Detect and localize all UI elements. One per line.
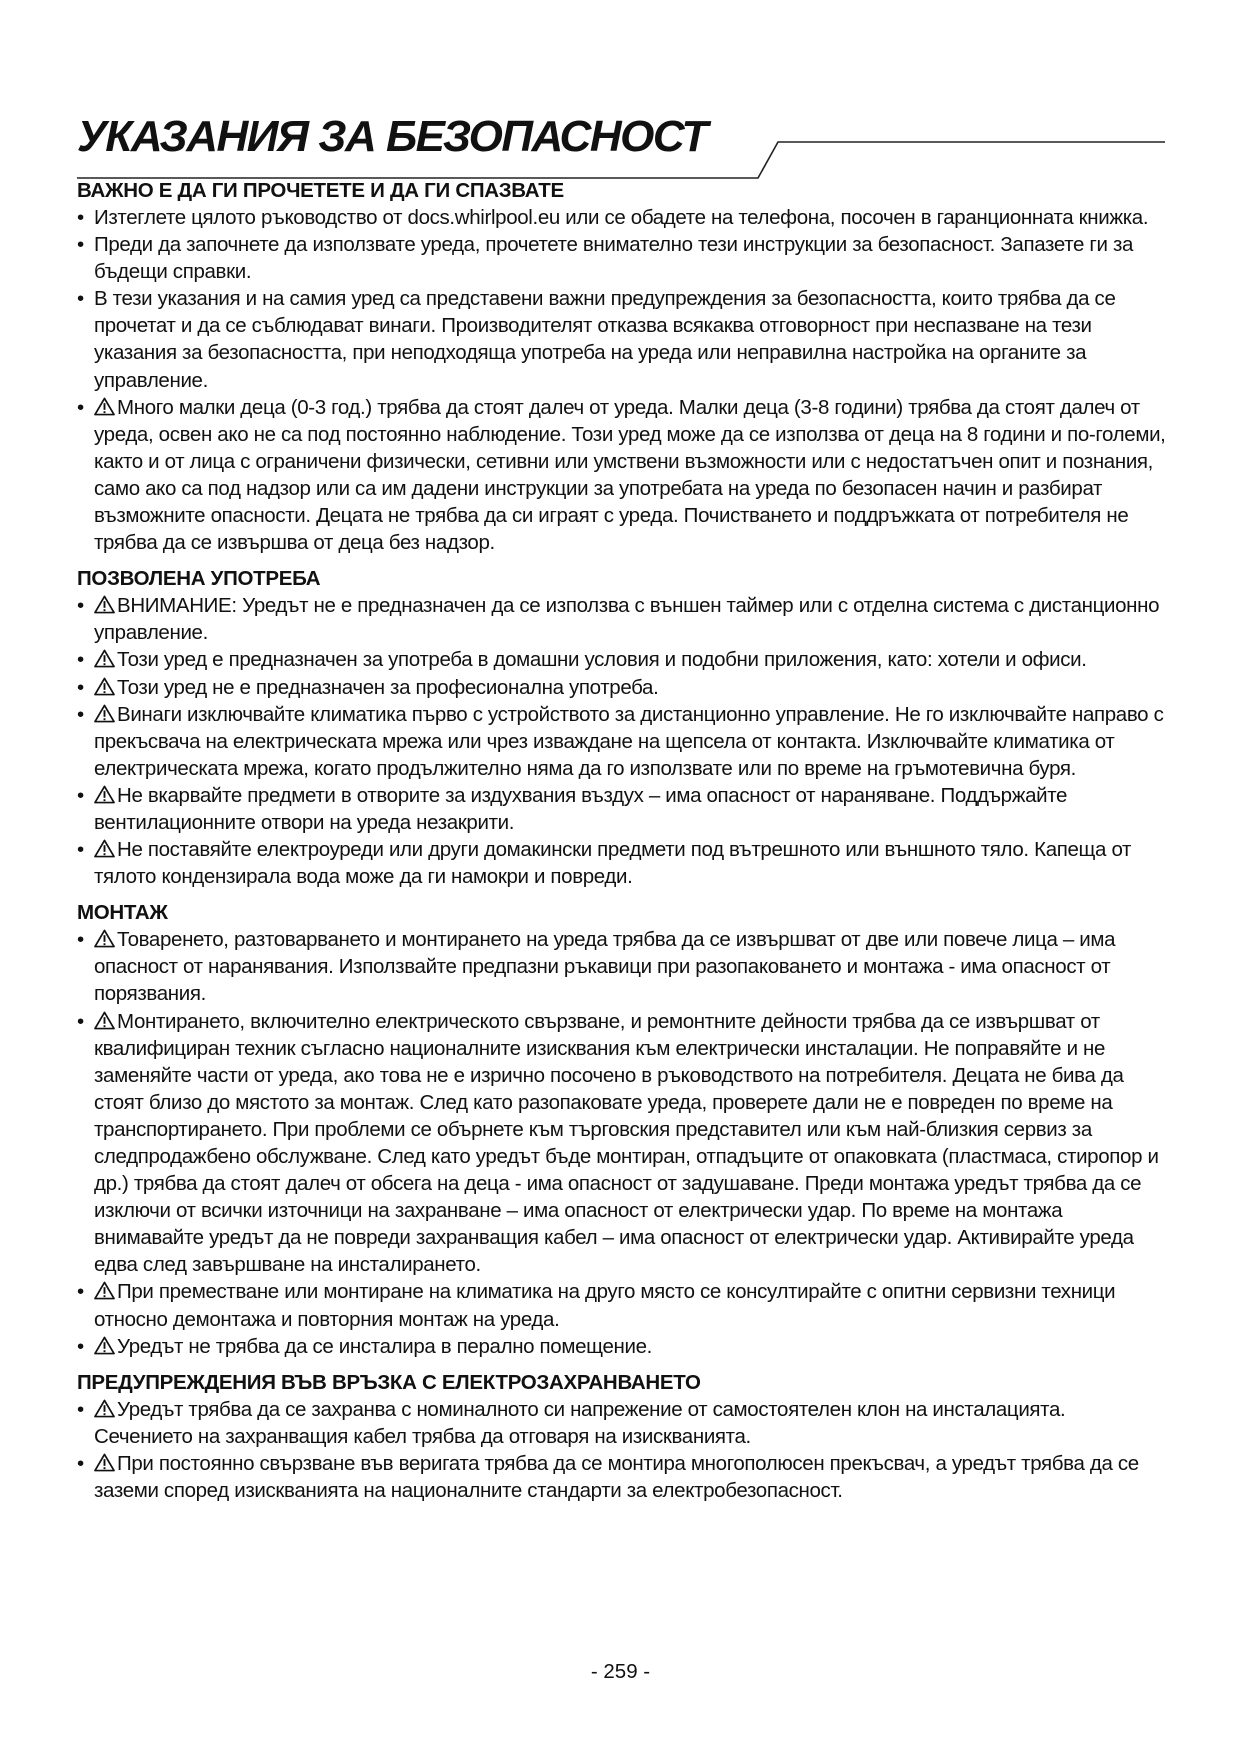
list-item-text: Този уред не е предназначен за професионална употреба. [117,675,659,699]
list-item-text: Изтеглете цялото ръководство от docs.whirlpool.eu или се обадете на телефона, посочен в гаранционната книжка. [94,206,1149,229]
page-number: - 259 - [590,1660,651,1683]
title-underline-decoration [0,0,1241,200]
list-item-text: Уредът не трябва да се инсталира в перално помещение. [117,1334,652,1358]
bullet: • [77,206,84,229]
bullet: • [77,1451,84,1475]
list-item [77,394,1172,557]
bullet: • [77,783,84,807]
warning-triangle-icon [94,784,115,803]
bullet: • [77,395,84,419]
bullet: • [77,1334,84,1358]
list-item [77,285,1172,393]
warning-triangle-icon [94,838,115,857]
list-item-text: Много малки деца (0-3 год.) трябва да стоят далеч от уреда. Малки деца (3-8 години) трябва да стоят далеч от уреда, освен ако не са под постоянно наблюдение. Този уред може да се използва от деца на 8 години и по-големи, както и от лица с ограничени физически, сетивни или умствени възможности или с недостатъчен опит и познания, само ако са под надзор или са им дадени инструкции за употребата на уреда по безопасен начин и разбират възможните опасности. Децата не трябва да си играят с уреда. Почистването и поддръжката от потребителя не трябва да се извършва от деца без надзор. [94,395,1166,555]
bullet: • [77,928,84,952]
bullet: • [77,702,84,726]
list-item [77,231,1172,285]
warning-triangle-icon [94,676,115,695]
warning-triangle-icon [94,1398,115,1417]
bullet: • [77,287,84,311]
list-item-text: Товаренето, разтоварването и монтирането на уреда трябва да се извършват от две или повече лица – има опасност от наранявания. Използвайте предпазни ръкавици при разопаковането и монтажа - има опасност от порязвания. [94,928,1116,1006]
warning-triangle-icon [94,594,115,613]
section [77,565,1172,890]
section-heading: МОНТАЖ [77,901,168,925]
list-item [77,204,1172,231]
section [77,1369,1172,1504]
list-item [77,1333,1172,1360]
bullet: • [77,233,84,257]
list-item [77,1396,1172,1450]
list-item [77,926,1172,1007]
bullet: • [77,648,84,672]
list-item-text: Уредът трябва да се захранва с номиналното си напрежение от самостоятелен клон на инсталацията. [117,1397,1066,1421]
instruction-list [77,1396,1172,1504]
list-item-text: При постоянно свързване във веригата трябва да се монтира многополюсен прекъсвач, а уредът трябва да се заземи според изискванията на националните стандарти за електробезопасност. [94,1451,1139,1503]
bullet: • [77,1009,84,1033]
section [77,177,1172,556]
list-item [77,1008,1172,1279]
list-item [77,701,1172,782]
list-item-text: В тези указания и на самия уред са представени важни предупреждения за безопасността, които трябва да се прочетат и да се съблюдават винаги. Производителят отказва всякаква отговорност при неспазване на тези указания за безопасността, при неподходяща употреба на уреда или неправилна настройка на органите за управление. [94,287,1116,392]
list-item-text: Винаги изключвайте климатика първо с устройството за дистанционно управление. Не го изключвайте направо с прекъсвача на електрическата мрежа или чрез изваждане на щепсела от контакта. Изключвайте климатика от електрическата мрежа, когато продължително няма да го използвате или по време на гръмотевична буря. [94,702,1164,780]
list-item [77,1450,1172,1504]
list-item-text: ВНИМАНИЕ: Уредът не е предназначен да се използва с външен таймер или с отделна система с дистанционно управление. [94,594,1160,645]
section-heading: ПРЕДУПРЕЖДЕНИЯ ВЪВ ВРЪЗКА С ЕЛЕКТРОЗАХРАНВАНЕТО [77,1370,701,1394]
list-item [77,674,1172,701]
bullet: • [77,675,84,699]
safety-instructions-body [77,177,1172,1513]
title-area [0,0,1241,200]
warning-triangle-icon [94,648,115,667]
bullet: • [77,1397,84,1421]
list-item-text: При преместване или монтиране на климатика на друго място се консултирайте с опитни сервизни техници относно демонтажа и повторния монтаж на уреда. [94,1280,1116,1331]
warning-triangle-icon [94,1452,115,1471]
list-item [77,592,1172,646]
list-item-text: Този уред е предназначен за употреба в домашни условия и подобни приложения, като: хотели и офиси. [117,648,1087,672]
bullet: • [77,1280,84,1304]
list-item-extra-text: Сечението на захранващия кабел трябва да отговаря на изискванията. [94,1424,751,1448]
section [77,899,1172,1360]
instruction-list [77,204,1172,556]
warning-triangle-icon [94,396,115,415]
bullet: • [77,594,84,618]
instruction-list [77,592,1172,890]
section-heading: ВАЖНО Е ДА ГИ ПРОЧЕТЕТЕ И ДА ГИ СПАЗВАТЕ [77,179,564,202]
list-item [77,782,1172,836]
bullet: • [77,838,84,862]
list-item-text: Монтирането, включително електрическото свързване, и ремонтните дейности трябва да се извършват от квалифициран техник съгласно националните изисквания към електрически инсталации. Не поправяйте и не заменяйте части от уреда, ако това не е изрично посочено в ръководството на потребителя. Децата не бива да стоят близо до мястото за монтаж. След като разопаковате уреда, проверете дали не е повреден по време на транспортирането. При проблеми се обърнете към търговския представител или към най-близкия сервиз за следпродажбено обслужване. След като уредът бъде монтиран, отпадъците от опаковката (пластмаса, стиропор и др.) трябва да стоят далеч от обсега на деца - има опасност от задушаване. Преди монтажа уредът трябва да се изключи от всички източници на захранване – има опасност от електрически удар. По време на монтажа внимавайте уредът да не повреди захранващия кабел – има опасност от електрически удар. Активирайте уреда едва след завършване на инсталирането. [94,1009,1159,1277]
list-item-text: Преди да започнете да използвате уреда, прочетете внимателно тези инструкции за безопасност. Запазете ги за бъдещи справки. [94,233,1134,284]
list-item-text: Не поставяйте електроуреди или други домакински предмети под вътрешното или външното тяло. Капеща от тялото кондензирала вода може да ги намокри и повреди. [94,838,1132,889]
warning-triangle-icon [94,1335,115,1354]
list-item [77,1278,1172,1332]
warning-triangle-icon [94,703,115,722]
list-item-text: Не вкарвайте предмети в отворите за издухвания въздух – има опасност от нараняване. Поддържайте вентилационните отвори на уреда незакрити. [94,783,1068,834]
list-item [77,836,1172,890]
warning-triangle-icon [94,1010,115,1029]
page-title: УКАЗАНИЯ ЗА БЕЗОПАСНОСТ [77,112,707,161]
section-heading: ПОЗВОЛЕНА УПОТРЕБА [77,567,321,591]
warning-triangle-icon [94,928,115,947]
instruction-list [77,926,1172,1360]
list-item [77,646,1172,673]
warning-triangle-icon [94,1280,115,1299]
